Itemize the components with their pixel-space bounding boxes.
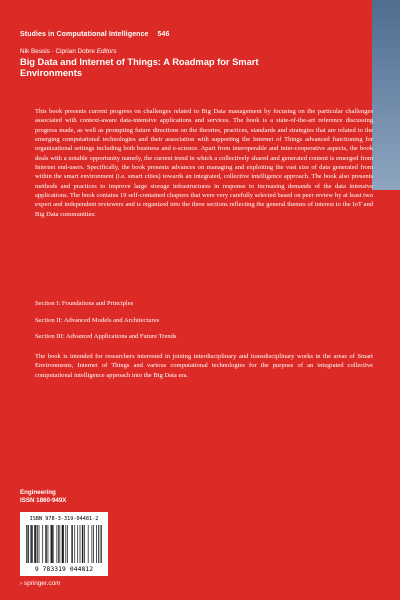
barcode-bars xyxy=(26,525,102,563)
isbn-label: ISBN 978-3-319-04481-2 xyxy=(29,516,99,522)
barcode-bar xyxy=(27,525,28,563)
barcode-bar xyxy=(101,525,102,563)
barcode-bar xyxy=(53,525,54,563)
editor-names: Nik Bessis · Ciprian Dobre xyxy=(20,48,95,55)
barcode-bar xyxy=(30,525,31,563)
series-issn: ISSN 1860-949X xyxy=(20,497,67,505)
barcode-bar xyxy=(37,525,38,563)
barcode-bar xyxy=(57,525,58,563)
barcode-bar xyxy=(80,525,81,563)
barcode-bar xyxy=(52,525,53,563)
subject-block xyxy=(20,489,66,506)
barcode-bar xyxy=(71,525,72,563)
barcode-bar xyxy=(84,525,85,563)
isbn-barcode xyxy=(20,512,108,576)
barcode-bar xyxy=(65,525,66,563)
barcode-bar xyxy=(63,525,64,563)
barcode-bar xyxy=(34,525,35,563)
barcode-bar xyxy=(51,525,52,563)
barcode-bar xyxy=(98,525,99,563)
barcode-bar xyxy=(36,525,37,563)
barcode-bar xyxy=(48,525,49,563)
barcode-bar xyxy=(63,525,64,563)
barcode-bar xyxy=(93,525,94,563)
barcode-bar xyxy=(77,525,78,563)
section-list xyxy=(35,299,373,349)
publisher-url: › springer.com xyxy=(20,580,61,587)
editor-role: Editors xyxy=(96,48,117,55)
barcode-digits: 9 783319 044812 xyxy=(34,566,94,573)
book-title: Big Data and Internet of Things: A Roadmap for Smart Environments xyxy=(20,57,259,79)
barcode-bar xyxy=(51,525,52,563)
barcode-bar xyxy=(32,525,33,563)
section-item: Section III: Advanced Applications and Future Trends xyxy=(35,333,177,341)
barcode-bar xyxy=(82,525,83,563)
barcode-bar xyxy=(67,525,68,563)
barcode-bar xyxy=(42,525,43,563)
editors-line xyxy=(20,48,117,55)
series-number: 546 xyxy=(157,31,170,38)
closing-paragraph: The book is intended for researchers interested in joining interdisciplinary and transdisciplinary works in the areas of Smart Environments, Internet of Things and various computational technologies for the purpose of an integrated collective computational intelligence approach into the Big Data era. xyxy=(35,353,373,379)
barcode-bar xyxy=(62,525,63,563)
section-item: Section I: Foundations and Principles xyxy=(35,300,134,307)
barcode-bar xyxy=(92,525,93,563)
subject-category: Engineering xyxy=(20,489,56,496)
description-paragraph: This book presents current progress on challenges related to Big Data management by focusing on the particular challenges associated with context-aware data-intensive applications and services. The book is a state-of-the-art reference discussing progress made, as well as prompting future directions on the theories, practices, standards and strategies that are related to the emerging computational technologies and their association with supporting the Internet of Things advanced functioning for organizational settings including both business and e-science. Apart from interoperable and inter-cooperative aspects, the book deals with a notable opportunity namely, the current trend in which a collectively shared and generated content is emerged from Internet end-users. Specifically, the book presents advances on managing and exploiting the vast size of data generated from within the smart environment (i.e. smart cities) towards an integrated, collective intelligence approach. The book also presents methods and practices to improve large storage infrastructures in response to increasing demands of the data intensive applications. The book contains 19 self-contained chapters that were very carefully selected based on peer review by at least two expert and independent reviewers and is organized into the three sections reflecting the general themes of interest to the IoT and Big Data communities: xyxy=(35,108,373,218)
barcode-bar xyxy=(83,525,84,563)
barcode-bar xyxy=(72,525,73,563)
barcode-bar xyxy=(100,525,101,563)
barcode-bar xyxy=(39,525,40,563)
series-name: Studies in Computational Intelligence xyxy=(20,31,149,38)
series-line xyxy=(20,31,170,38)
barcode-bar xyxy=(45,525,46,563)
barcode-bar xyxy=(35,525,36,563)
book-description xyxy=(35,107,373,219)
barcode-bar xyxy=(26,525,27,563)
barcode-bar xyxy=(60,525,61,563)
barcode-bar xyxy=(46,525,47,563)
barcode-bar xyxy=(31,525,32,563)
barcode-bar xyxy=(88,525,89,563)
cover-corner-strip xyxy=(372,0,400,190)
barcode-bar xyxy=(96,525,97,563)
barcode-bar xyxy=(28,525,29,563)
barcode-bar xyxy=(74,525,75,563)
section-item: Section II: Advanced Models and Architectures xyxy=(35,316,160,324)
barcode-bar xyxy=(58,525,59,563)
